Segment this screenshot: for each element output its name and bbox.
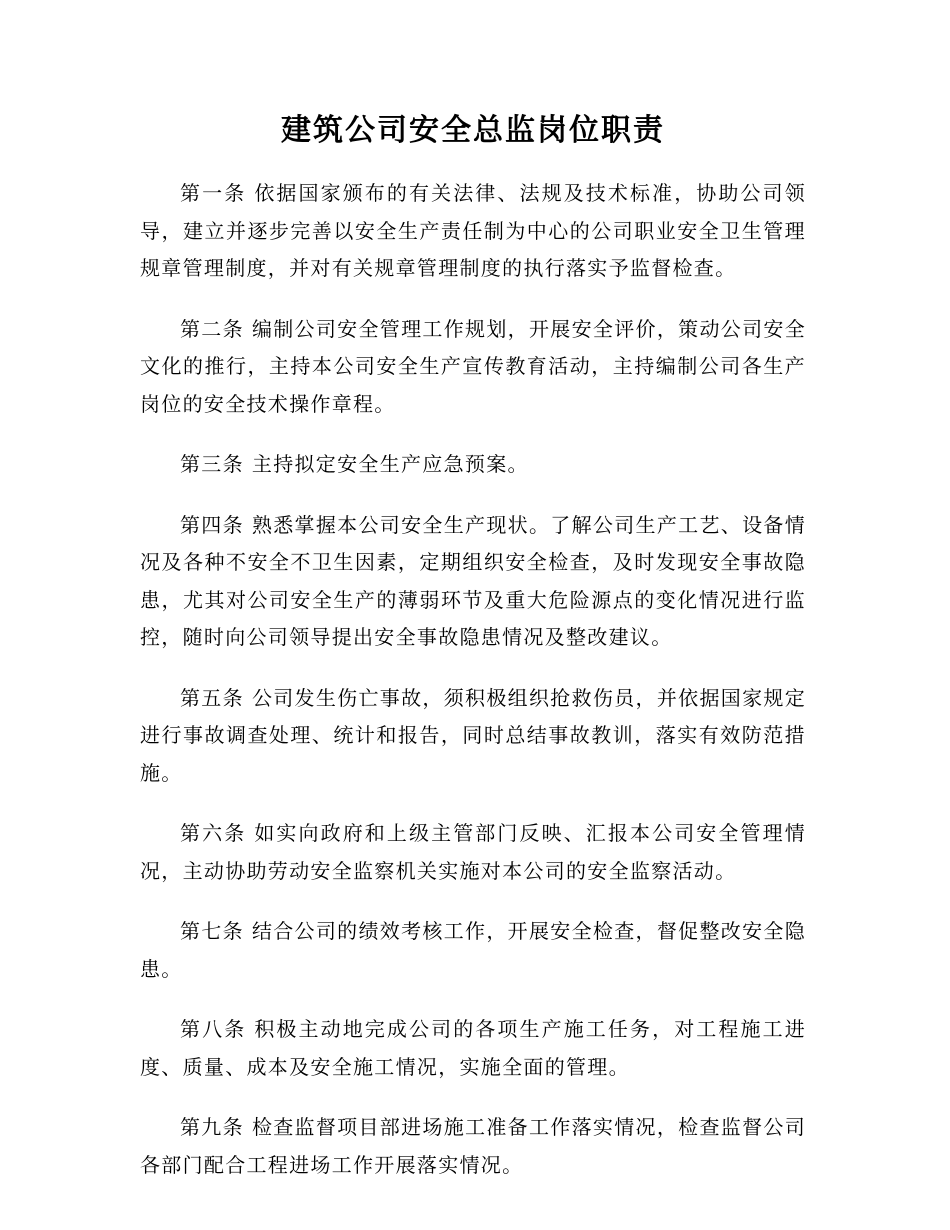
article-text: 积极主动地完成公司的各项生产施工任务，对工程施工进度、质量、成本及安全施工情况，实施全面的管理。 (140, 1017, 807, 1079)
article-text: 结合公司的绩效考核工作，开展安全检查，督促整改安全隐患。 (140, 919, 806, 981)
article-number: 第三条 (180, 452, 244, 476)
article-number: 第七条 (180, 919, 244, 943)
article-text: 编制公司安全管理工作规划，开展安全评价，策动公司安全文化的推行，主持本公司安全生产宣传教育活动，主持编制公司各生产岗位的安全技术操作章程。 (140, 316, 806, 416)
article-1 (140, 175, 806, 288)
article-text: 检查监督项目部进场施工准备工作落实情况，检查监督公司各部门配合工程进场工作开展落实情况。 (140, 1115, 806, 1177)
article-6 (140, 815, 806, 890)
article-9 (140, 1109, 806, 1184)
article-number: 第一条 (180, 181, 247, 205)
article-text: 依据国家颁布的有关法律、法规及技术标准，协助公司领导，建立并逐步完善以安全生产责任制为中心的公司职业安全卫生管理规章管理制度，并对有关规章管理制度的执行落实予监督检查。 (140, 181, 807, 280)
article-text: 如实向政府和上级主管部门反映、汇报本公司安全管理情况，主动协助劳动安全监察机关实施对本公司的安全监察活动。 (140, 821, 807, 883)
document-title: 建筑公司安全总监岗位职责 (281, 113, 665, 148)
article-2 (140, 311, 806, 424)
article-text: 主持拟定安全生产应急预案。 (251, 452, 529, 476)
article-number: 第八条 (180, 1017, 247, 1041)
article-8 (140, 1011, 806, 1086)
article-3 (140, 446, 806, 484)
article-number: 第二条 (180, 316, 244, 341)
article-7 (140, 913, 806, 988)
article-4 (140, 507, 806, 657)
article-5 (140, 680, 806, 793)
article-number: 第九条 (180, 1115, 244, 1139)
article-number: 第五条 (180, 685, 244, 710)
document-page (140, 105, 806, 1207)
article-number: 第四条 (180, 512, 244, 537)
article-text: 熟悉掌握本公司安全生产现状。了解公司生产工艺、设备情况及各种不安全不卫生因素，定期组织安全检查，及时发现安全事故隐患，尤其对公司安全生产的薄弱环节及重大危险源点的变化情况进行监控，随时向公司领导提出安全事故隐患情况及整改建议。 (140, 512, 806, 649)
article-text: 公司发生伤亡事故，须积极组织抢救伤员，并依据国家规定进行事故调查处理、统计和报告，同时总结事故教训，落实有效防范措施。 (140, 685, 806, 785)
article-number: 第六条 (180, 821, 247, 845)
